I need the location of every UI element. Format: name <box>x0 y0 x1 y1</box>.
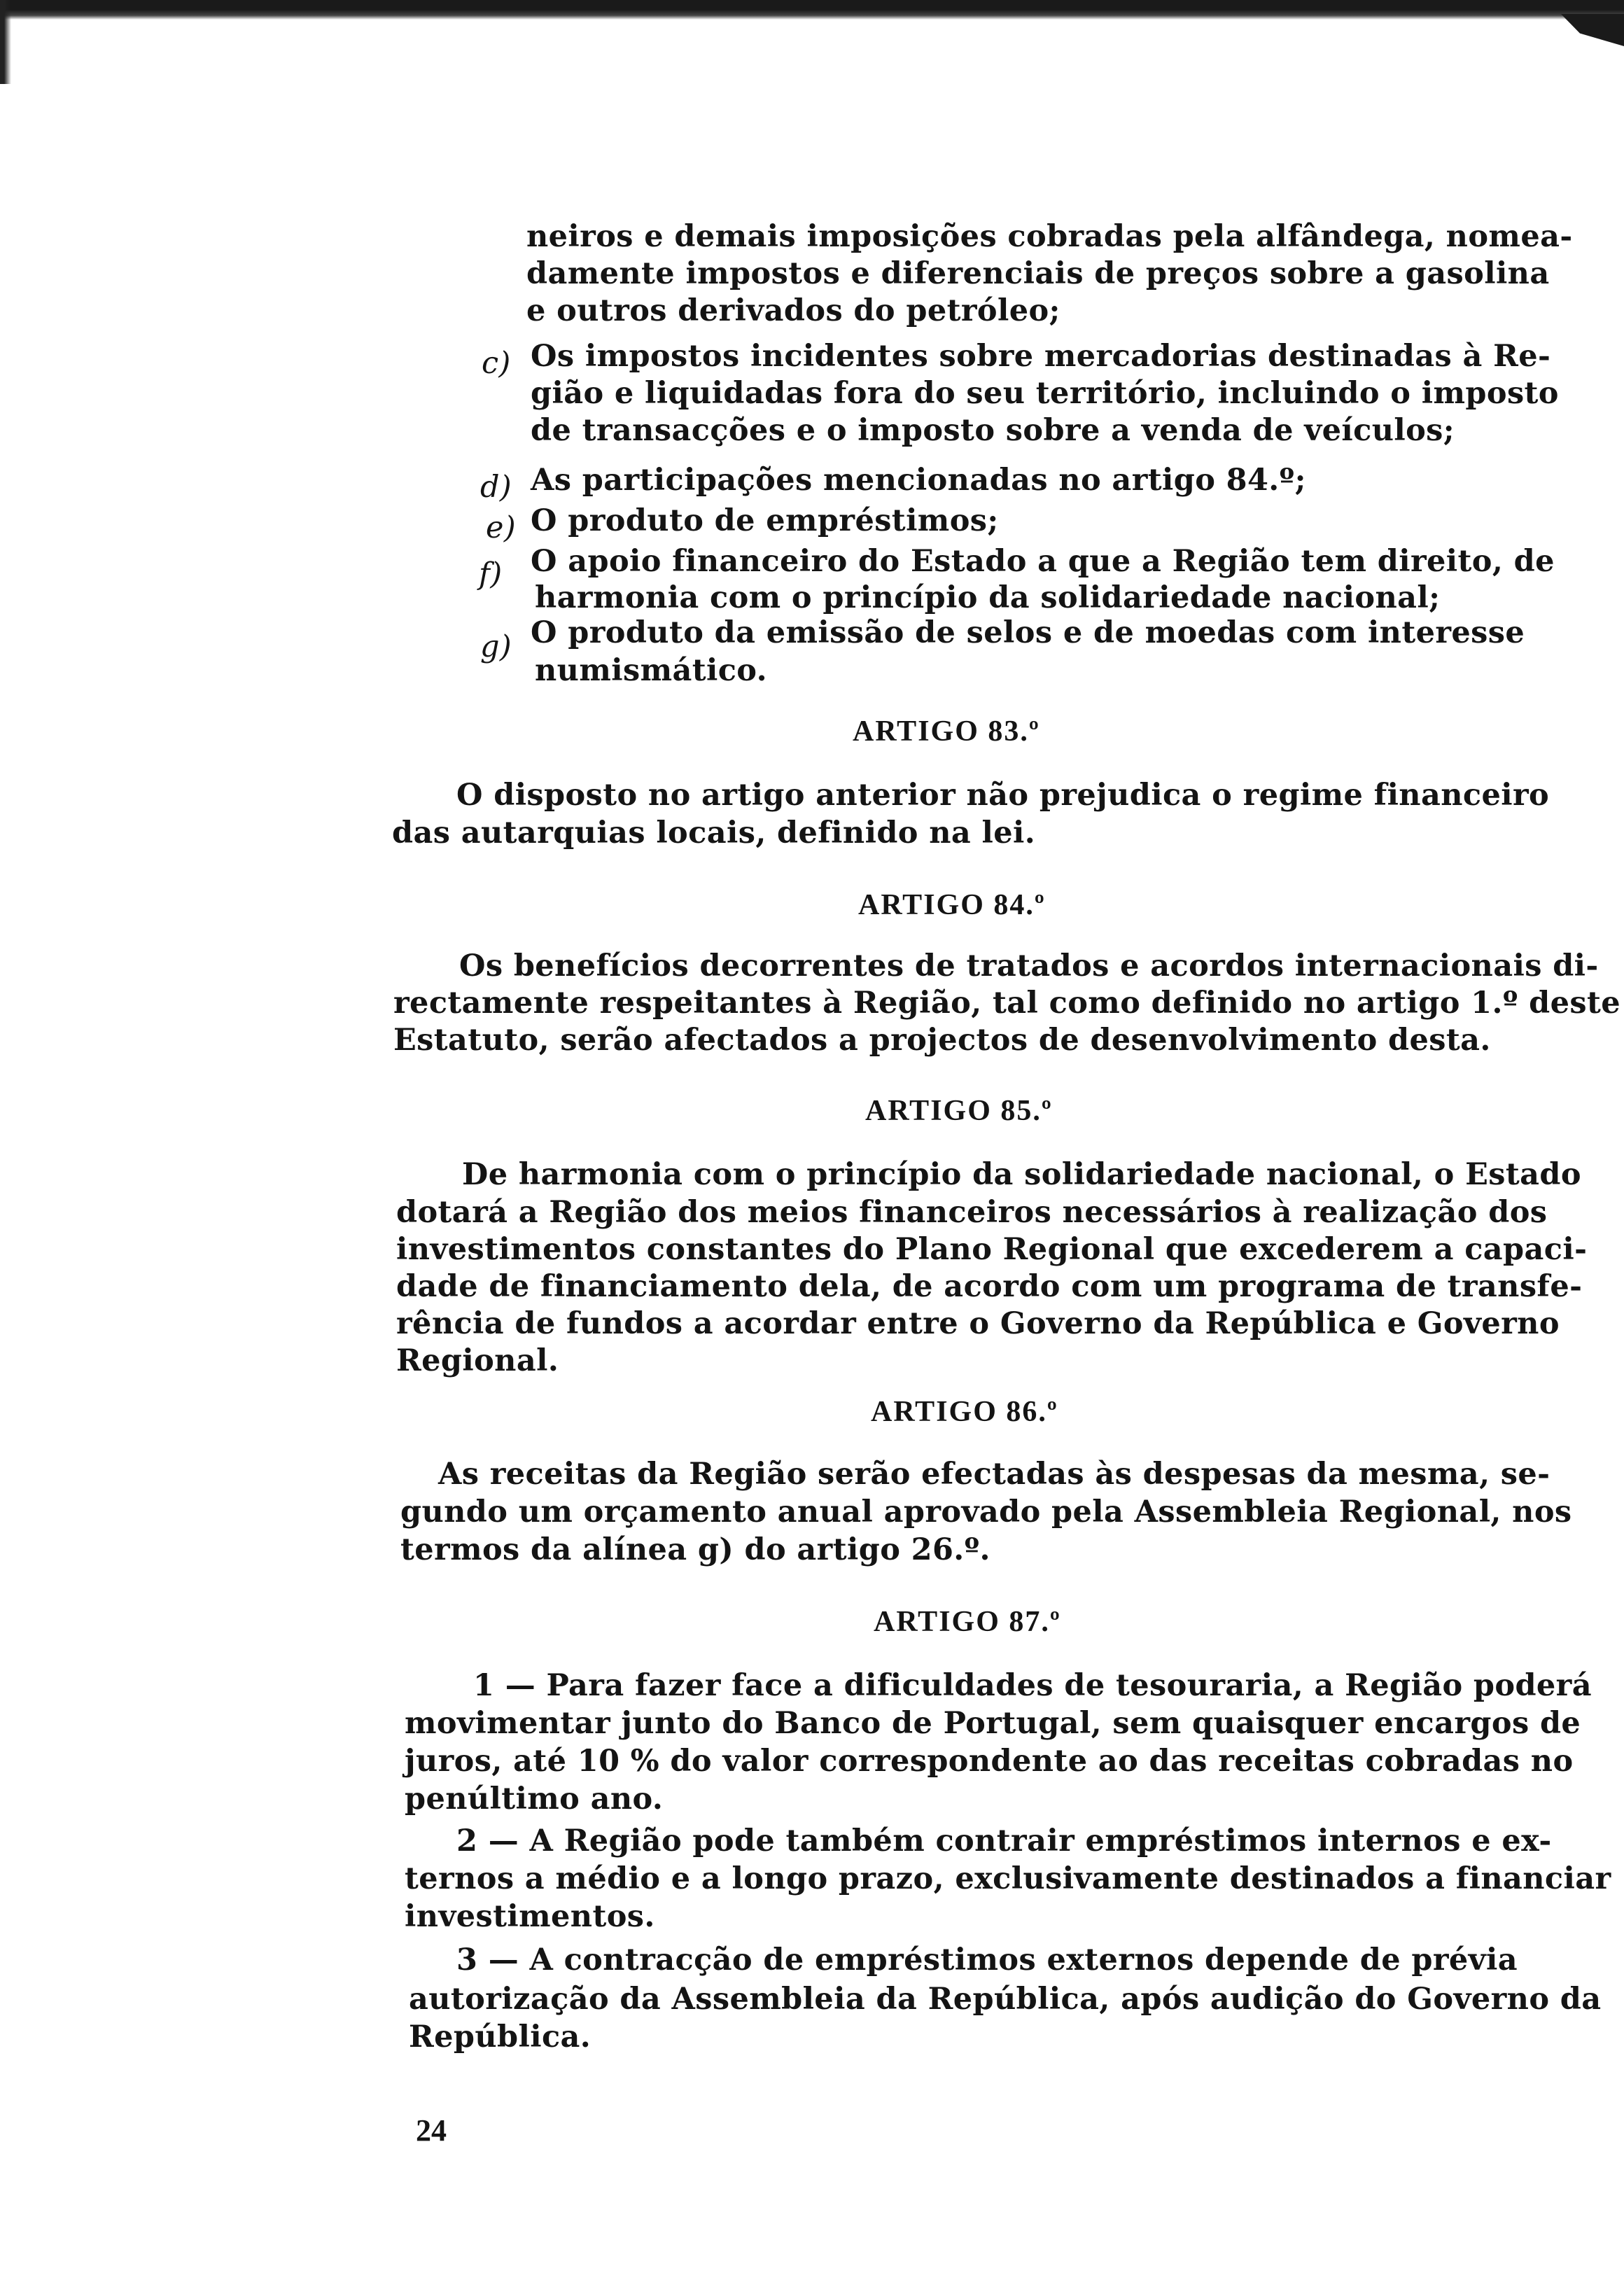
article-text: O disposto no artigo anterior não prejudica o regime financeiro <box>456 778 1550 813</box>
article-text: Regional. <box>396 1343 559 1378</box>
article-text: República. <box>409 2019 592 2054</box>
article-heading: ARTIGO 83.º <box>853 715 1040 748</box>
scan-corner-mark <box>1561 14 1624 46</box>
item-text: As participações mencionadas no artigo 84.º; <box>531 463 1306 498</box>
item-label: d) <box>480 470 512 505</box>
article-text: rência de fundos a acordar entre o Governo da República e Governo <box>396 1306 1560 1341</box>
item-text: O produto da emissão de selos e de moedas com interesse <box>531 615 1525 650</box>
item-text: harmonia com o princípio da solidariedade nacional; <box>535 580 1441 615</box>
page-left-edge <box>0 0 11 84</box>
article-text: investimentos constantes do Plano Regional que excederem a capaci- <box>396 1232 1588 1267</box>
article-text: autorização da Assembleia da República, após audição do Governo da <box>409 1982 1602 2017</box>
article-text: 2 — A Região pode também contrair empréstimos internos e ex- <box>456 1823 1552 1858</box>
article-heading: ARTIGO 84.º <box>858 889 1046 921</box>
article-heading: ARTIGO 86.º <box>871 1396 1058 1428</box>
item-label: c) <box>482 346 511 381</box>
item-text: gião e liquidadas fora do seu território, incluindo o imposto <box>531 376 1559 411</box>
continuation-line: neiros e demais imposições cobradas pela alfândega, nomea- <box>526 219 1573 254</box>
article-text: movimentar junto do Banco de Portugal, sem quaisquer encargos de <box>405 1706 1581 1741</box>
article-text: gundo um orçamento anual aprovado pela Assembleia Regional, nos <box>400 1494 1572 1530</box>
item-label: f) <box>479 556 503 592</box>
item-text: numismático. <box>535 653 768 688</box>
item-label: g) <box>480 629 512 664</box>
continuation-line: damente impostos e diferenciais de preços sobre a gasolina <box>526 256 1550 291</box>
item-label: e) <box>486 510 517 545</box>
article-text: Estatuto, serão afectados a projectos de desenvolvimento desta. <box>393 1023 1491 1058</box>
page-number: 24 <box>416 2113 447 2148</box>
article-text: das autarquias locais, definido na lei. <box>392 816 1036 850</box>
article-text: dotará a Região dos meios financeiros necessários à realização dos <box>396 1195 1548 1230</box>
article-text: rectamente respeitantes à Região, tal como definido no artigo 1.º deste <box>393 986 1620 1021</box>
item-text: O produto de empréstimos; <box>531 503 999 538</box>
page-top-edge <box>0 0 1624 20</box>
article-heading: ARTIGO 85.º <box>865 1095 1053 1127</box>
item-text: Os impostos incidentes sobre mercadorias destinadas à Re- <box>531 339 1551 374</box>
item-text: O apoio financeiro do Estado a que a Região tem direito, de <box>531 544 1555 579</box>
article-text: juros, até 10 % do valor correspondente ao das receitas cobradas no <box>405 1744 1574 1779</box>
item-text: de transacções e o imposto sobre a venda de veículos; <box>531 413 1455 448</box>
article-heading: ARTIGO 87.º <box>874 1606 1061 1638</box>
article-text: investimentos. <box>405 1899 655 1934</box>
continuation-line: e outros derivados do petróleo; <box>526 293 1060 328</box>
article-text: As receitas da Região serão efectadas às despesas da mesma, se- <box>438 1457 1550 1492</box>
article-text: termos da alínea g) do artigo 26.º. <box>400 1532 990 1567</box>
article-text: 1 — Para fazer face a dificuldades de tesouraria, a Região poderá <box>473 1668 1592 1703</box>
article-text: dade de financiamento dela, de acordo com um programa de transfe- <box>396 1269 1583 1304</box>
article-text: 3 — A contracção de empréstimos externos depende de prévia <box>456 1942 1518 1977</box>
article-text: De harmonia com o princípio da solidariedade nacional, o Estado <box>462 1157 1581 1192</box>
article-text: ternos a médio e a longo prazo, exclusivamente destinados a financiar <box>405 1861 1611 1896</box>
article-text: penúltimo ano. <box>405 1782 664 1816</box>
article-text: Os benefícios decorrentes de tratados e acordos internacionais di- <box>459 948 1599 983</box>
